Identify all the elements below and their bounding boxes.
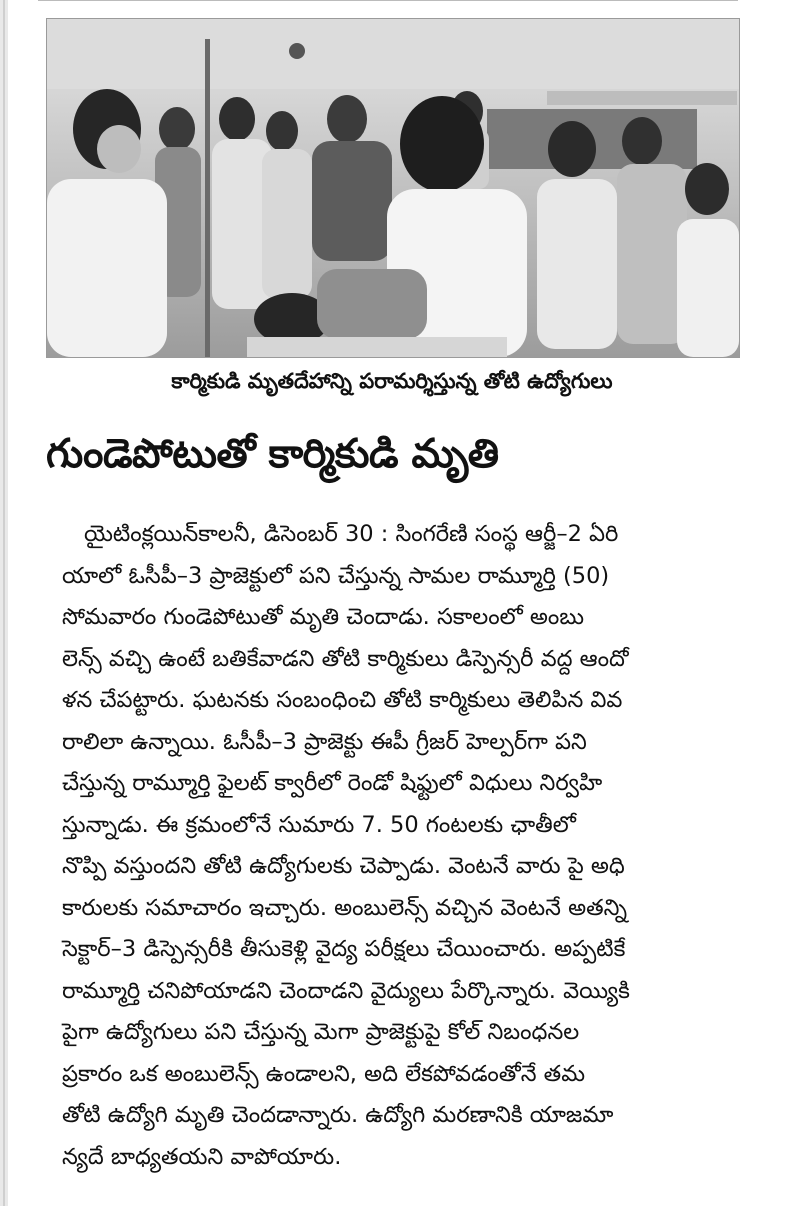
article-body-line: నొప్పి వస్తుందని తోటి ఉద్యోగులకు చెప్పాడు. వెంటనే వారు పై అధి — [62, 853, 625, 879]
article-body-line: కారులకు సమాచారం ఇచ్చారు. అంబులెన్స్ వచ్చిన వెంటనే అతన్ని — [62, 894, 628, 921]
article-body-line: సెక్టార్–3 డిస్పెన్సరీకి తీసుకెళ్లి వైద్య పరీక్షలు చేయించారు. అప్పటికే — [62, 936, 626, 962]
photo-caption: కార్మికుడి మృతదేహాన్ని పరామర్శిస్తున్న తోటి ఉద్యోగులు — [171, 369, 613, 393]
news-photo-illustration — [47, 19, 739, 357]
article-body-line: న్యదే బాధ్యతయని వాపోయారు. — [62, 1143, 342, 1170]
article-body-line: ళన చేపట్టారు. ఘటనకు సంబంధించి తోటి కార్మికులు తెలిపిన వివ — [62, 687, 623, 713]
article-body-line: పైగా ఉద్యోగులు పని చేస్తున్న మెగా ప్రాజెక్టుపై కోల్ నిబంధనల — [62, 1019, 580, 1045]
article-body-line: రాలిలా ఉన్నాయి. ఓసీపీ–3 ప్రాజెక్టు ఈపీ గ్రీజర్ హెల్పర్‌గా పని — [62, 728, 587, 755]
top-rule — [38, 0, 738, 5]
news-photo — [46, 18, 740, 358]
article-body-line: లెన్స్ వచ్చి ఉంటే బతికేవాడని తోటి కార్మికులు డిస్పెన్సరీ వద్ద ఆందో — [62, 645, 629, 672]
article-body-line: స్తున్నాడు. ఈ క్రమంలోనే సుమారు 7. 50 గంటలకు ఛాతీలో — [62, 811, 576, 838]
page-left-edge — [0, 0, 8, 1206]
article-body-line: యాలో ఓసీపీ–3 ప్రాజెక్టులో పని చేస్తున్న సామల రామ్మూర్తి (50) — [62, 562, 610, 589]
article-body-line: తోటి ఉద్యోగి మృతి చెందడాన్నారు. ఉద్యోగి మరణానికి యాజమా — [62, 1102, 614, 1128]
article-body-line: రామ్మూర్తి చనిపోయాడని చెందాడని వైద్యులు పేర్కొన్నారు. వెయ్యికి — [62, 977, 630, 1004]
article-body-line: యైటింక్లయిన్‌కాలనీ, డిసెంబర్ 30 : సింగరేణి సంస్థ ఆర్జీ–2 ఏరి — [84, 521, 619, 547]
article-headline: గుండెపోటుతో కార్మికుడి మృతి — [46, 431, 499, 477]
article-body-line: చేస్తున్న రామ్మూర్తి ఫైలట్ క్వారీలో రెండో షిఫ్టులో విధులు నిర్వహి — [62, 770, 603, 796]
article-body-line: సోమవారం గుండెపోటుతో మృతి చెందాడు. సకాలంలో అంబు — [62, 604, 584, 630]
article-body — [62, 514, 738, 1178]
article-body-line: ప్రకారం ఒక అంబులెన్స్ ఉండాలని, అది లేకపోవడంతోనే తమ — [62, 1060, 585, 1087]
